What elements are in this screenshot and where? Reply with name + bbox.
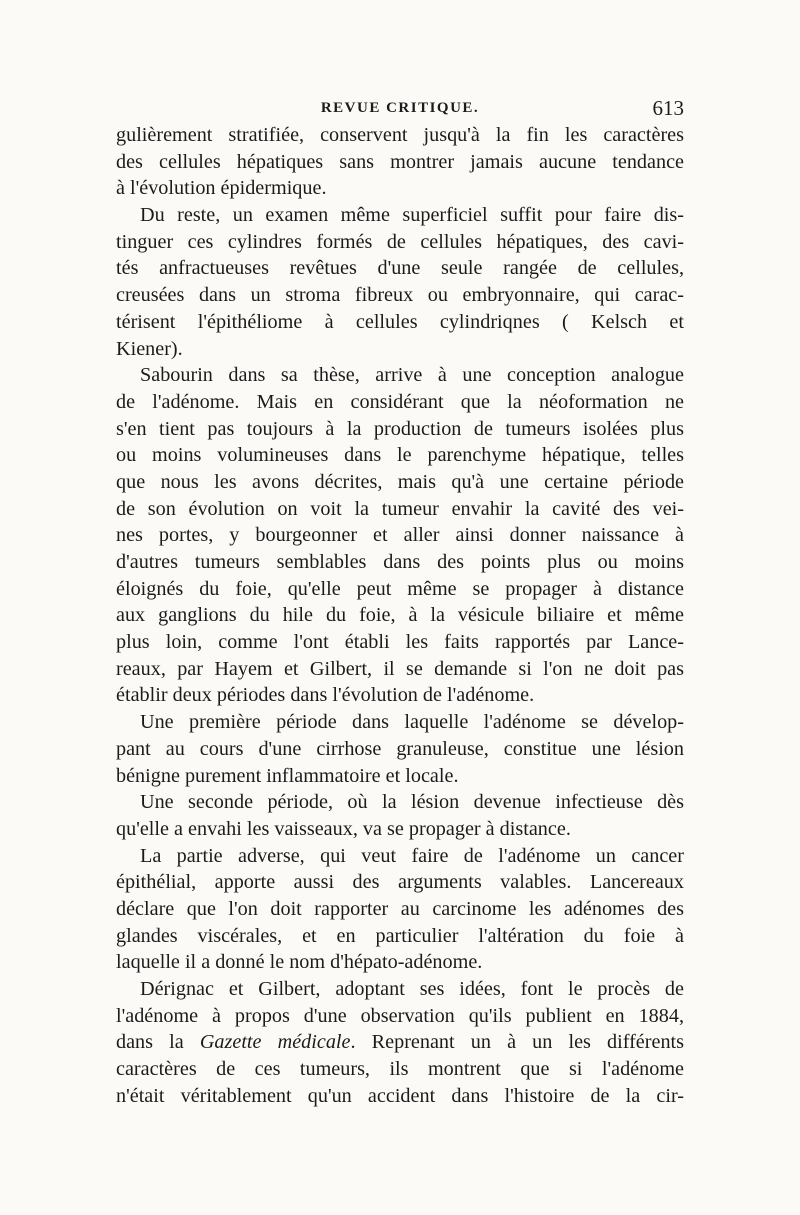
text-line: ou moins volumineuses dans le parenchyme hépatique, telles — [116, 444, 684, 467]
text-line: à l'évolution épidermique. — [116, 177, 327, 200]
text-line: aux ganglions du hile du foie, à la vésicule biliaire et même — [116, 604, 684, 627]
text-line: La partie adverse, qui veut faire de l'adénome un cancer — [140, 844, 684, 867]
text-line: plus loin, comme l'ont établi les faits rapportés par Lance- — [116, 631, 684, 654]
text-line: tinguer ces cylindres formés de cellules hépatiques, des cavi- — [116, 230, 684, 253]
text-line: n'était véritablement qu'un accident dans l'histoire de la cir- — [116, 1084, 684, 1107]
text-line: s'en tient pas toujours à la production de tumeurs isolées plus — [116, 417, 684, 440]
running-title: REVUE CRITIQUE. — [320, 100, 480, 116]
text-line: éloignés du foie, qu'elle peut même se propager à distance — [116, 577, 684, 600]
text-line: des cellules hépatiques sans montrer jamais aucune tendance — [116, 150, 684, 173]
text-line: Du reste, un examen même superficiel suffit pour faire dis- — [140, 204, 684, 227]
text-line — [116, 1029, 684, 1056]
text-line: Dérignac et Gilbert, adoptant ses idées, font le procès de — [140, 978, 684, 1000]
text-line: bénigne purement inflammatoire et locale. — [116, 764, 459, 787]
text-line: d'autres tumeurs semblables dans des points plus ou moins — [116, 551, 684, 573]
text-line: nes portes, y bourgeonner et aller ainsi donner naissance à — [116, 524, 684, 547]
text-line: établir deux périodes dans l'évolution de l'adénome. — [116, 684, 535, 707]
journal-title: Gazette médicale — [199, 1031, 351, 1054]
text-line: creusées dans un stroma fibreux ou embryonnaire, qui carac- — [116, 284, 684, 307]
text-line: qu'elle a envahi les vaisseaux, va se propager à distance. — [116, 817, 571, 840]
text-line: laquelle il a donné le nom d'hépato-adénome. — [116, 951, 483, 974]
body-text — [116, 122, 684, 1109]
text-line: Une première période dans laquelle l'adénome se dévelop- — [140, 711, 684, 734]
text-line: Kiener). — [116, 337, 183, 360]
text-line: de l'adénome. Mais en considérant que la néoformation ne — [116, 390, 684, 413]
text-line: que nous les avons décrites, mais qu'à une certaine période — [116, 470, 684, 493]
text-line: pant au cours d'une cirrhose granuleuse, constitue une lésion — [116, 737, 684, 760]
text-line: caractères de ces tumeurs, ils montrent que si l'adénome — [116, 1058, 684, 1081]
text-line: de son évolution on voit la tumeur envahir la cavité des vei- — [116, 497, 684, 520]
text-line: gulièrement stratifiée, conservent jusqu'à la fin les caractères — [116, 124, 684, 146]
text-line: Sabourin dans sa thèse, arrive à une conception analogue — [140, 364, 684, 387]
page-number: 613 — [652, 96, 684, 120]
text-line: déclare que l'on doit rapporter au carcinome les adénomes des — [116, 897, 684, 920]
running-head — [116, 96, 684, 122]
text-line: épithélial, apporte aussi des arguments valables. Lancereaux — [116, 871, 684, 894]
line-segment: dans la — [116, 1031, 200, 1054]
line-segment: . Reprenant un à un les différents — [350, 1031, 684, 1054]
text-line: Une seconde période, où la lésion devenue infectieuse dès — [140, 791, 684, 814]
text-line: térisent l'épithéliome à cellules cylindriqnes ( Kelsch et — [116, 310, 684, 333]
text-line: glandes viscérales, et en particulier l'altération du foie à — [116, 924, 684, 947]
text-line: reaux, par Hayem et Gilbert, il se demande si l'on ne doit pas — [116, 657, 684, 680]
text-line: l'adénome à propos d'une observation qu'ils publient en 1884, — [116, 1004, 684, 1027]
text-line: tés anfractueuses revêtues d'une seule rangée de cellules, — [116, 257, 684, 280]
